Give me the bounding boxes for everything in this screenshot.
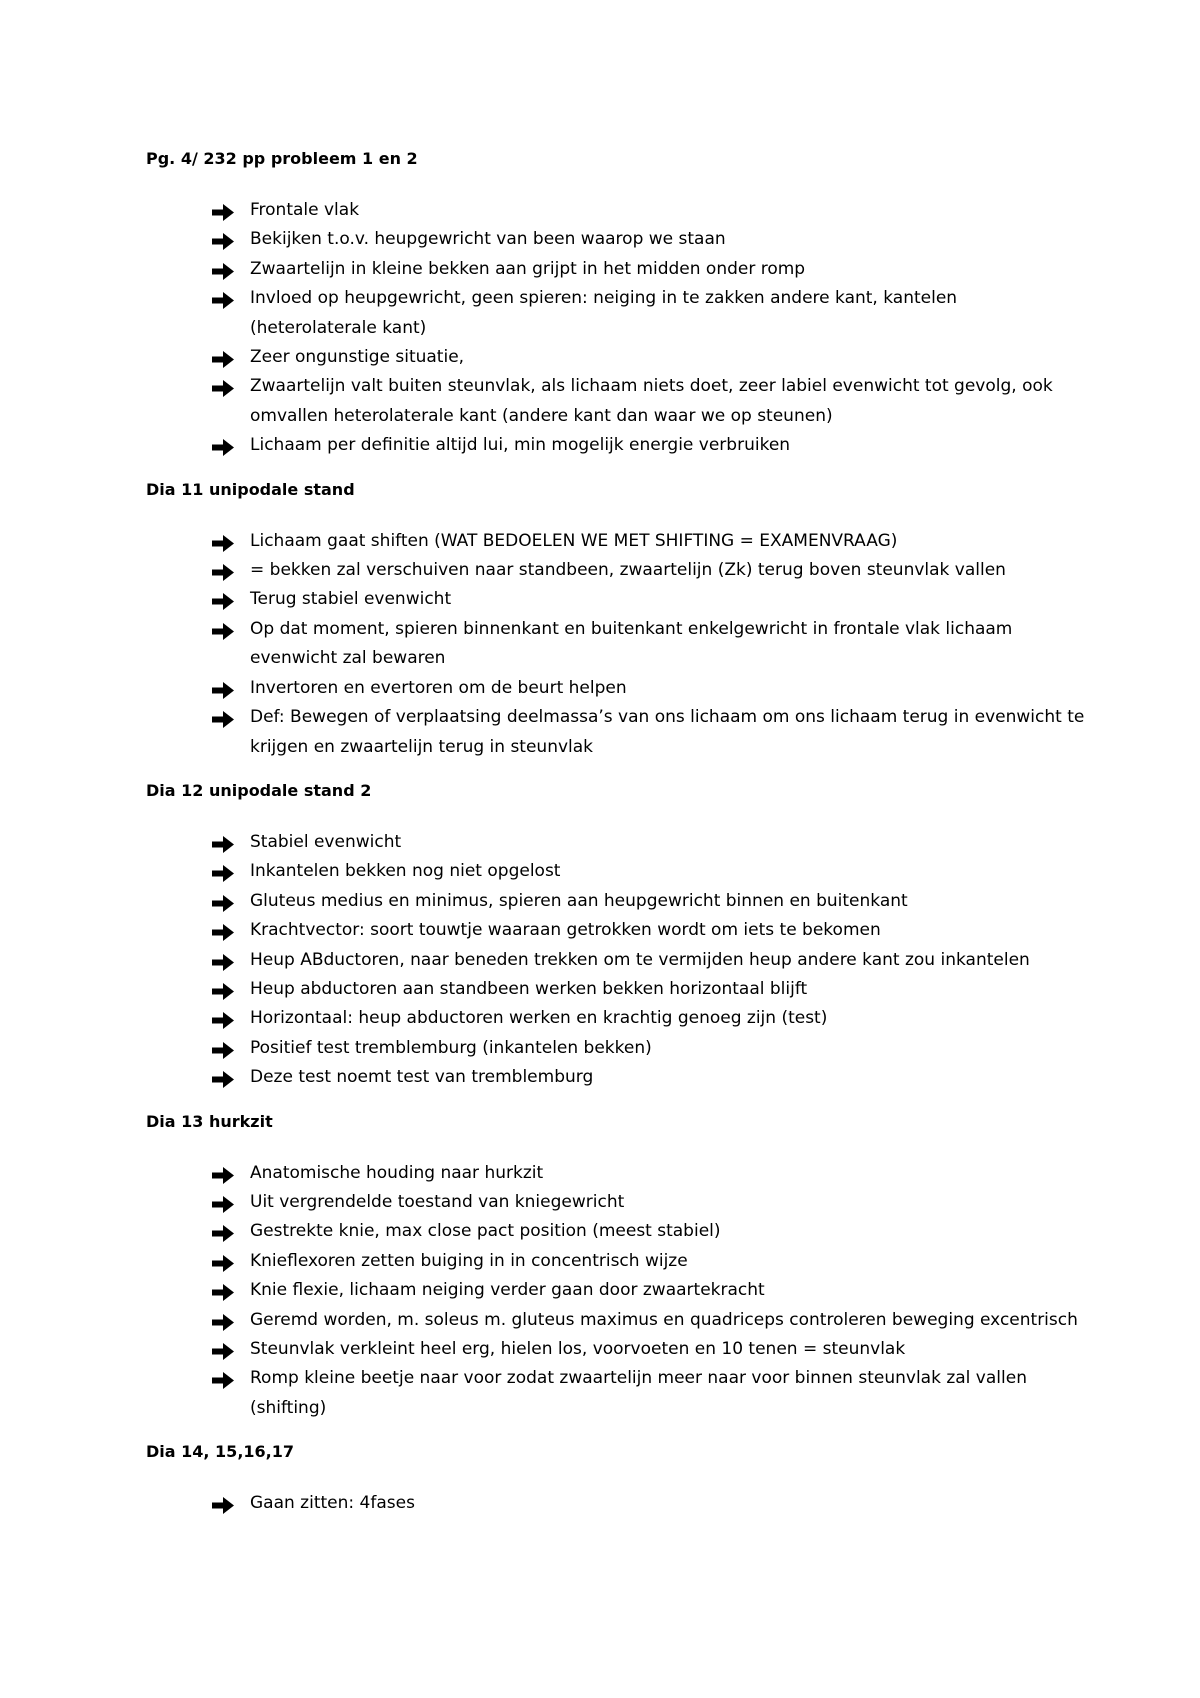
list-item bbox=[140, 1364, 1086, 1423]
list-item-text: Gaan zitten: 4fases bbox=[250, 1493, 415, 1514]
list-item bbox=[140, 585, 1086, 614]
arrow-right-icon bbox=[212, 1312, 234, 1329]
list-item-text: Deze test noemt test van tremblemburg bbox=[250, 1067, 594, 1088]
arrow-right-icon bbox=[212, 1282, 234, 1299]
list-item-text: Steunvlak verkleint heel erg, hielen los, voorvoeten en 10 tenen = steunvlak bbox=[250, 1339, 906, 1359]
list-item-text: Gestrekte knie, max close pact position (meest stabiel) bbox=[250, 1221, 721, 1242]
list-item-text: Def: Bewegen of verplaatsing deelmassa’s van ons lichaam om ons lichaam terug in evenwicht te krijgen en zwaartelijn terug in steunvlak bbox=[250, 707, 1085, 757]
list-item bbox=[140, 975, 1086, 1004]
list-item-text: Lichaam per definitie altijd lui, min mogelijk energie verbruiken bbox=[250, 435, 791, 456]
list-item-text: Zeer ongunstige situatie, bbox=[250, 347, 465, 368]
section bbox=[146, 780, 1086, 1093]
arrow-right-icon bbox=[212, 1223, 234, 1240]
list-item bbox=[140, 1335, 1086, 1364]
arrow-right-icon bbox=[212, 893, 234, 910]
list-item-text: Bekijken t.o.v. heupgewricht van been waarop we staan bbox=[250, 229, 726, 250]
section-heading: Pg. 4/ 232 pp probleem 1 en 2 bbox=[146, 149, 418, 168]
list-item bbox=[140, 225, 1086, 254]
arrow-right-icon bbox=[212, 863, 234, 880]
list-item bbox=[140, 431, 1086, 460]
list-item bbox=[140, 828, 1086, 857]
list-item-text: Knieflexoren zetten buiging in in concentrisch wijze bbox=[250, 1250, 688, 1271]
list-item-text: Op dat moment, spieren binnenkant en buitenkant enkelgewricht in frontale vlak lichaam evenwicht zal bewaren bbox=[250, 618, 1013, 669]
list-item bbox=[140, 674, 1086, 703]
section-heading: Dia 13 hurkzit bbox=[146, 1111, 273, 1131]
list-item bbox=[140, 857, 1086, 886]
arrow-right-icon bbox=[212, 290, 234, 307]
arrow-right-icon bbox=[212, 1253, 234, 1270]
list-item bbox=[140, 1489, 1086, 1518]
list-item bbox=[140, 1276, 1086, 1305]
arrow-right-icon bbox=[212, 378, 234, 395]
bullet-list bbox=[146, 1489, 1086, 1518]
arrow-right-icon bbox=[212, 349, 234, 366]
section bbox=[146, 1441, 1086, 1518]
section-heading: Dia 12 unipodale stand 2 bbox=[146, 780, 372, 800]
arrow-right-icon bbox=[212, 1341, 234, 1358]
list-item-text: Inkantelen bekken nog niet opgelost bbox=[250, 861, 561, 882]
list-item-text: Horizontaal: heup abductoren werken en krachtig genoeg zijn (test) bbox=[250, 1008, 828, 1029]
bullet-list bbox=[146, 527, 1086, 762]
arrow-right-icon bbox=[212, 231, 234, 248]
list-item bbox=[140, 1034, 1086, 1063]
arrow-right-icon bbox=[212, 202, 234, 219]
list-item-text: Krachtvector: soort touwtje waaraan getrokken wordt om iets te bekomen bbox=[250, 920, 881, 941]
arrow-right-icon bbox=[212, 922, 234, 939]
list-item-text: Positief test tremblemburg (inkantelen bekken) bbox=[250, 1037, 652, 1058]
list-item-text: Lichaam gaat shiften (WAT BEDOELEN WE MET SHIFTING = EXAMENVRAAG) bbox=[250, 530, 898, 551]
list-item bbox=[140, 343, 1086, 372]
arrow-right-icon bbox=[212, 261, 234, 278]
bullet-list bbox=[146, 1159, 1086, 1424]
list-item-text: Geremd worden, m. soleus m. gluteus maximus en quadriceps controleren beweging excentrisch bbox=[250, 1309, 1078, 1330]
list-item-text: Invloed op heupgewricht, geen spieren: neiging in te zakken andere kant, kantelen (heterolaterale kant) bbox=[250, 288, 958, 338]
arrow-right-icon bbox=[212, 1370, 234, 1387]
bullet-list bbox=[146, 828, 1086, 1093]
list-item bbox=[140, 1188, 1086, 1217]
list-item-text: Zwaartelijn in kleine bekken aan grijpt in het midden onder romp bbox=[250, 258, 806, 279]
list-item-text: Stabiel evenwicht bbox=[250, 831, 402, 852]
document-page bbox=[146, 148, 1086, 1537]
list-item-text: Frontale vlak bbox=[250, 200, 360, 220]
arrow-right-icon bbox=[212, 1069, 234, 1086]
list-item bbox=[140, 1247, 1086, 1276]
list-item-text: Uit vergrendelde toestand van kniegewricht bbox=[250, 1191, 625, 1212]
section bbox=[146, 1111, 1086, 1424]
list-item-text: Terug stabiel evenwicht bbox=[250, 589, 452, 610]
section-heading: Dia 14, 15,16,17 bbox=[146, 1442, 294, 1462]
arrow-right-icon bbox=[212, 981, 234, 998]
list-item-text: Romp kleine beetje naar voor zodat zwaartelijn meer naar voor binnen steunvlak zal vallen (shifting) bbox=[250, 1368, 1027, 1418]
list-item-text: Invertoren en evertoren om de beurt helpen bbox=[250, 677, 627, 698]
arrow-right-icon bbox=[212, 1010, 234, 1027]
list-item-text: Heup ABductoren, naar beneden trekken om te vermijden heup andere kant zou inkantelen bbox=[250, 949, 1030, 970]
list-item bbox=[140, 1004, 1086, 1033]
list-item-text: Anatomische houding naar hurkzit bbox=[250, 1162, 544, 1183]
section bbox=[146, 148, 1086, 461]
section bbox=[146, 479, 1086, 762]
arrow-right-icon bbox=[212, 680, 234, 697]
list-item-text: Zwaartelijn valt buiten steunvlak, als lichaam niets doet, zeer labiel evenwicht tot gevolg, ook omvallen heterolaterale kant (andere kant dan waar we op steunen) bbox=[250, 376, 1053, 426]
list-item bbox=[140, 703, 1086, 762]
arrow-right-icon bbox=[212, 834, 234, 851]
arrow-right-icon bbox=[212, 1040, 234, 1057]
list-item bbox=[140, 916, 1086, 945]
list-item bbox=[140, 372, 1086, 431]
arrow-right-icon bbox=[212, 621, 234, 638]
list-item bbox=[140, 1063, 1086, 1092]
list-item bbox=[140, 887, 1086, 916]
bullet-list bbox=[146, 196, 1086, 461]
arrow-right-icon bbox=[212, 1495, 234, 1512]
arrow-right-icon bbox=[212, 1165, 234, 1182]
list-item bbox=[140, 527, 1086, 556]
arrow-right-icon bbox=[212, 1194, 234, 1211]
list-item bbox=[140, 1217, 1086, 1246]
list-item bbox=[140, 946, 1086, 975]
list-item-text: = bekken zal verschuiven naar standbeen, zwaartelijn (Zk) terug boven steunvlak vallen bbox=[250, 560, 1006, 581]
section-heading: Dia 11 unipodale stand bbox=[146, 479, 355, 499]
list-item bbox=[140, 615, 1086, 674]
arrow-right-icon bbox=[212, 437, 234, 454]
list-item-text: Heup abductoren aan standbeen werken bekken horizontaal blijft bbox=[250, 978, 808, 999]
arrow-right-icon bbox=[212, 952, 234, 969]
list-item-text: Knie flexie, lichaam neiging verder gaan door zwaartekracht bbox=[250, 1280, 765, 1301]
arrow-right-icon bbox=[212, 709, 234, 726]
list-item bbox=[140, 196, 1086, 225]
list-item-text: Gluteus medius en minimus, spieren aan heupgewricht binnen en buitenkant bbox=[250, 890, 908, 911]
arrow-right-icon bbox=[212, 591, 234, 608]
list-item bbox=[140, 1306, 1086, 1335]
list-item bbox=[140, 1159, 1086, 1188]
list-item bbox=[140, 255, 1086, 284]
list-item bbox=[140, 556, 1086, 585]
arrow-right-icon bbox=[212, 562, 234, 579]
arrow-right-icon bbox=[212, 533, 234, 550]
list-item bbox=[140, 284, 1086, 343]
